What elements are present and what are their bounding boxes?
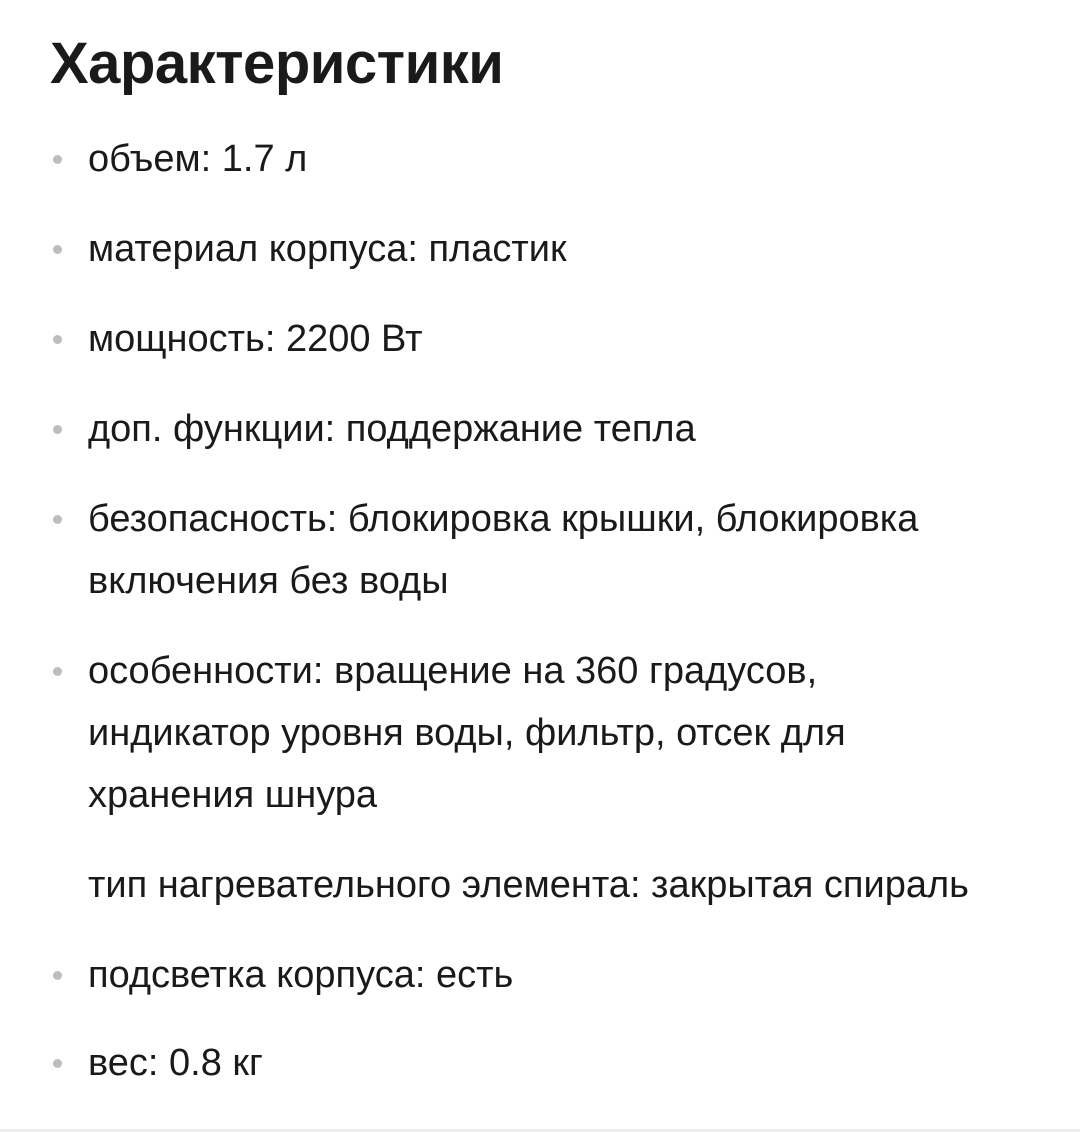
spec-text: мощность: 2200 Вт (88, 318, 423, 360)
spec-item (88, 218, 1080, 280)
spec-text: объем: 1.7 л (88, 138, 308, 180)
bullet-icon (53, 971, 62, 980)
spec-item (88, 398, 1080, 460)
spec-text: вес: 0.8 кг (88, 1042, 263, 1084)
spec-text: подсветка корпуса: есть (88, 954, 514, 996)
spec-item (88, 640, 988, 826)
spec-text: особенности: вращение на 360 градусов, индикатор уровня воды, фильтр, отсек для хранения шнура (88, 650, 846, 816)
section-title: Характеристики (50, 31, 504, 96)
spec-text: доп. функции: поддержание тепла (88, 408, 696, 450)
bullet-icon (53, 425, 62, 434)
spec-text: тип нагревательного элемента: закрытая спираль (88, 864, 969, 906)
spec-item (88, 128, 1080, 190)
bullet-icon (53, 1059, 62, 1068)
bullet-icon (53, 335, 62, 344)
spec-item (88, 1032, 1080, 1094)
bullet-icon (53, 515, 62, 524)
spec-item (88, 488, 1063, 612)
spec-item (88, 854, 1080, 916)
bullet-icon (53, 155, 62, 164)
spec-text: безопасность: блокировка крышки, блокировка включения без воды (88, 498, 919, 602)
spec-item (88, 944, 1080, 1006)
spec-item (88, 308, 1080, 370)
spec-text: материал корпуса: пластик (88, 228, 567, 270)
bullet-icon (53, 245, 62, 254)
bullet-icon (53, 667, 62, 676)
